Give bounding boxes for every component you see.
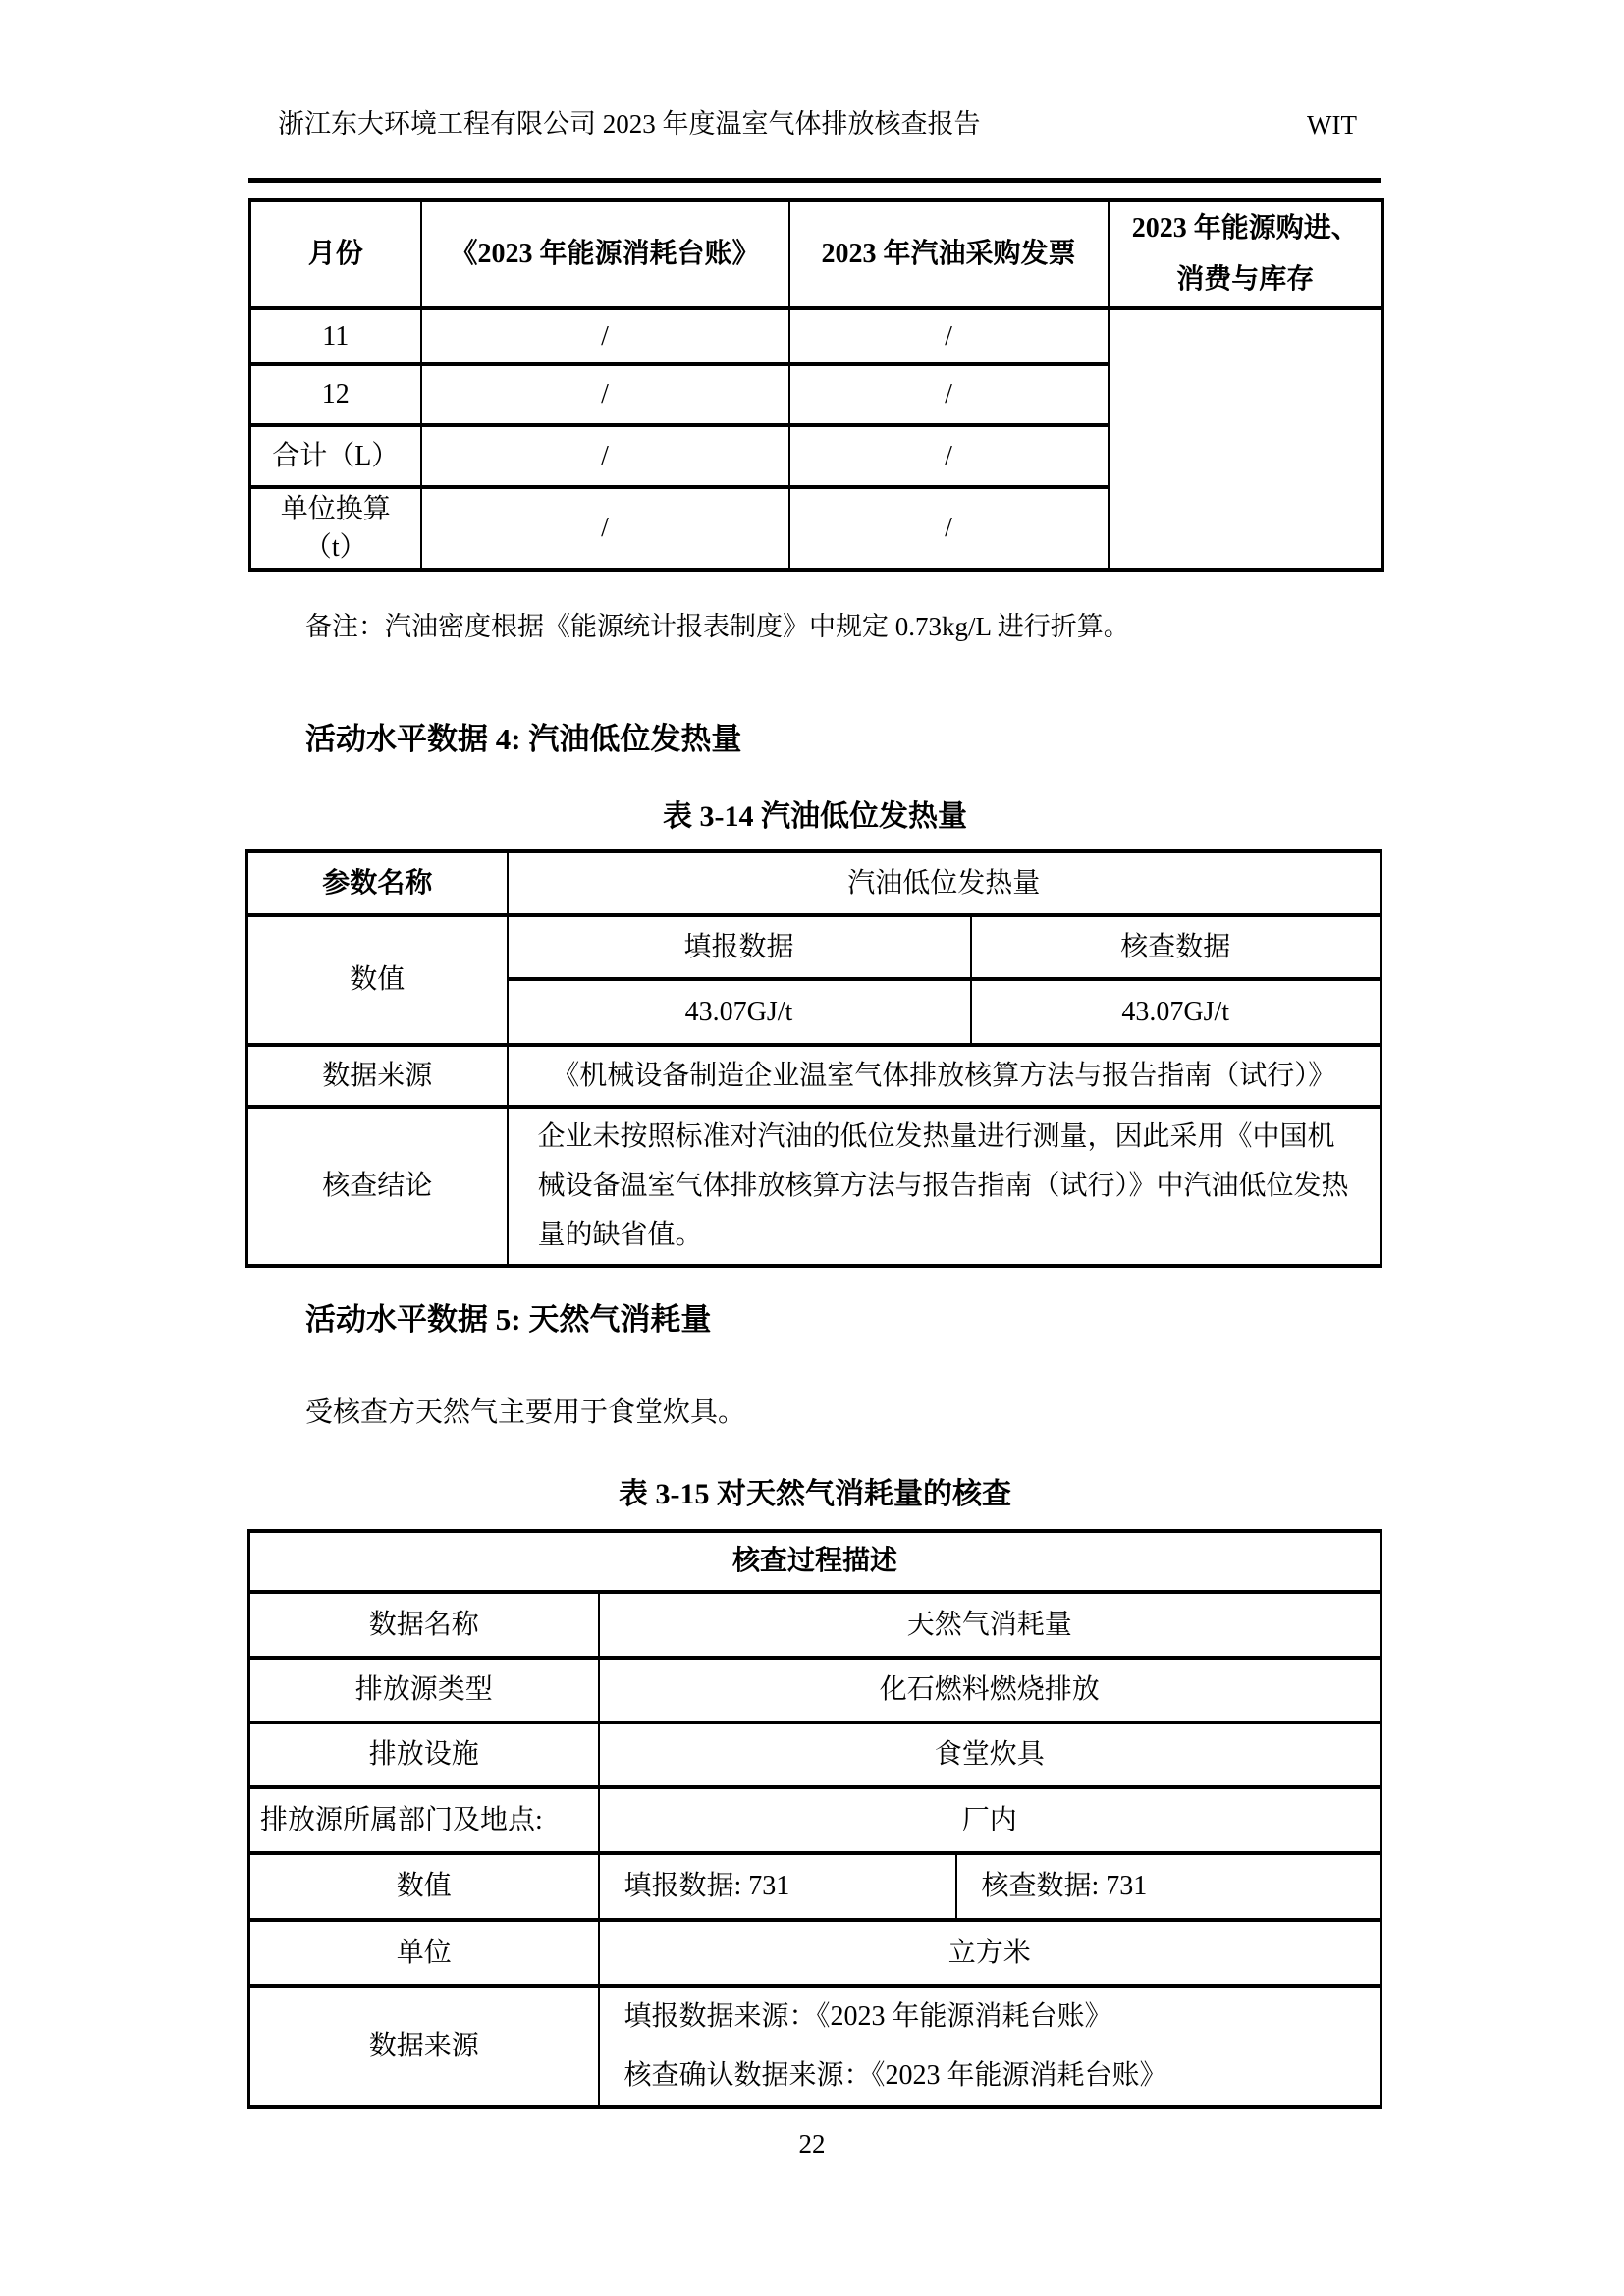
header-divider [248, 178, 1381, 183]
row-label: 12 [250, 364, 421, 425]
column-header-invoice: 2023 年汽油采购发票 [789, 200, 1109, 308]
column-header-month: 月份 [250, 200, 421, 308]
emission-source-type-value: 化石燃料燃烧排放 [599, 1658, 1381, 1722]
cell-ledger: / [421, 364, 789, 425]
data-source-label: 数据来源 [247, 1045, 508, 1107]
verified-value-cell: 核查数据: 731 [956, 1853, 1381, 1920]
natural-gas-verification-table [247, 1529, 1382, 2109]
data-source-cell [599, 1986, 1381, 2107]
cell-invoice: / [789, 425, 1109, 487]
conclusion-value: 企业未按照标准对汽油的低位发热量进行测量，因此采用《中国机械设备温室气体排放核算方法与报告指南（试行）》中汽油低位发热量的缺省值。 [508, 1107, 1381, 1266]
data-source-value: 《机械设备制造企业温室气体排放核算方法与报告指南（试行）》 [508, 1045, 1381, 1107]
table-row [250, 308, 1383, 364]
table-row [249, 1920, 1381, 1986]
value-label: 数值 [249, 1853, 599, 1920]
emission-facility-value: 食堂炊具 [599, 1722, 1381, 1787]
cell-invoice: / [789, 308, 1109, 364]
table-row [249, 1658, 1381, 1722]
data-name-value: 天然气消耗量 [599, 1592, 1381, 1658]
table-row [249, 1986, 1381, 2107]
table-note: 备注：汽油密度根据《能源统计报表制度》中规定 0.73kg/L 进行折算。 [305, 612, 1130, 641]
cell-invoice: / [789, 364, 1109, 425]
section-paragraph: 受核查方天然气主要用于食堂炊具。 [305, 1397, 746, 1428]
reported-value-cell: 填报数据: 731 [599, 1853, 956, 1920]
row-label: 合计（L） [250, 425, 421, 487]
table-header-row [249, 1531, 1381, 1592]
column-header-purchase: 2023 年能源购进、消费与库存 [1109, 200, 1383, 308]
gasoline-comparison-table [248, 198, 1384, 572]
table-row [247, 851, 1381, 915]
cell-ledger: / [421, 308, 789, 364]
conclusion-label: 核查结论 [247, 1107, 508, 1266]
page-number: 22 [798, 2129, 826, 2159]
reported-source-line: 填报数据来源：《2023 年能源消耗台账》 [623, 2001, 1112, 2032]
data-name-label: 数据名称 [249, 1592, 599, 1658]
reported-data-value: 43.07GJ/t [508, 979, 971, 1045]
unit-label: 单位 [249, 1920, 599, 1986]
emission-facility-label: 排放设施 [249, 1722, 599, 1787]
table-row [249, 1787, 1381, 1853]
table-caption-3-15: 表 3-15 对天然气消耗量的核查 [619, 1478, 1011, 1510]
section-heading-activity-4: 活动水平数据 4: 汽油低位发热量 [305, 722, 742, 756]
department-location-label: 排放源所属部门及地点: [249, 1787, 599, 1853]
gasoline-ncv-table [245, 849, 1382, 1268]
table-row [249, 1722, 1381, 1787]
cell-ledger: / [421, 425, 789, 487]
table-row [249, 1853, 1381, 1920]
cell-invoice: / [789, 487, 1109, 570]
table-header-row [250, 200, 1383, 308]
process-description-header: 核查过程描述 [249, 1531, 1381, 1592]
column-header-ledger: 《2023 年能源消耗台账》 [421, 200, 789, 308]
cell-ledger: / [421, 487, 789, 570]
page-header [248, 102, 1381, 140]
param-name-value: 汽油低位发热量 [508, 851, 1381, 915]
verified-source-line: 核查确认数据来源：《2023 年能源消耗台账》 [623, 2060, 1167, 2091]
table-row [247, 1107, 1381, 1266]
emission-source-type-label: 排放源类型 [249, 1658, 599, 1722]
section-heading-activity-5: 活动水平数据 5: 天然气消耗量 [305, 1302, 712, 1337]
table-row [247, 915, 1381, 979]
page-header-logo: WIT [1307, 110, 1357, 139]
verified-data-header: 核查数据 [971, 915, 1381, 979]
verified-data-value: 43.07GJ/t [971, 979, 1381, 1045]
row-label: 单位换算（t） [250, 487, 421, 570]
unit-value: 立方米 [599, 1920, 1381, 1986]
table-caption-3-14: 表 3-14 汽油低位发热量 [663, 800, 967, 833]
department-location-value: 厂内 [599, 1787, 1381, 1853]
page-header-title: 浙江东大环境工程有限公司 2023 年度温室气体排放核查报告 [278, 109, 981, 138]
param-name-label: 参数名称 [247, 851, 508, 915]
row-label: 11 [250, 308, 421, 364]
value-label: 数值 [247, 915, 508, 1045]
table-row [249, 1592, 1381, 1658]
data-source-label: 数据来源 [249, 1986, 599, 2107]
reported-data-header: 填报数据 [508, 915, 971, 979]
table-row [247, 1045, 1381, 1107]
merged-empty-cell [1109, 308, 1383, 570]
